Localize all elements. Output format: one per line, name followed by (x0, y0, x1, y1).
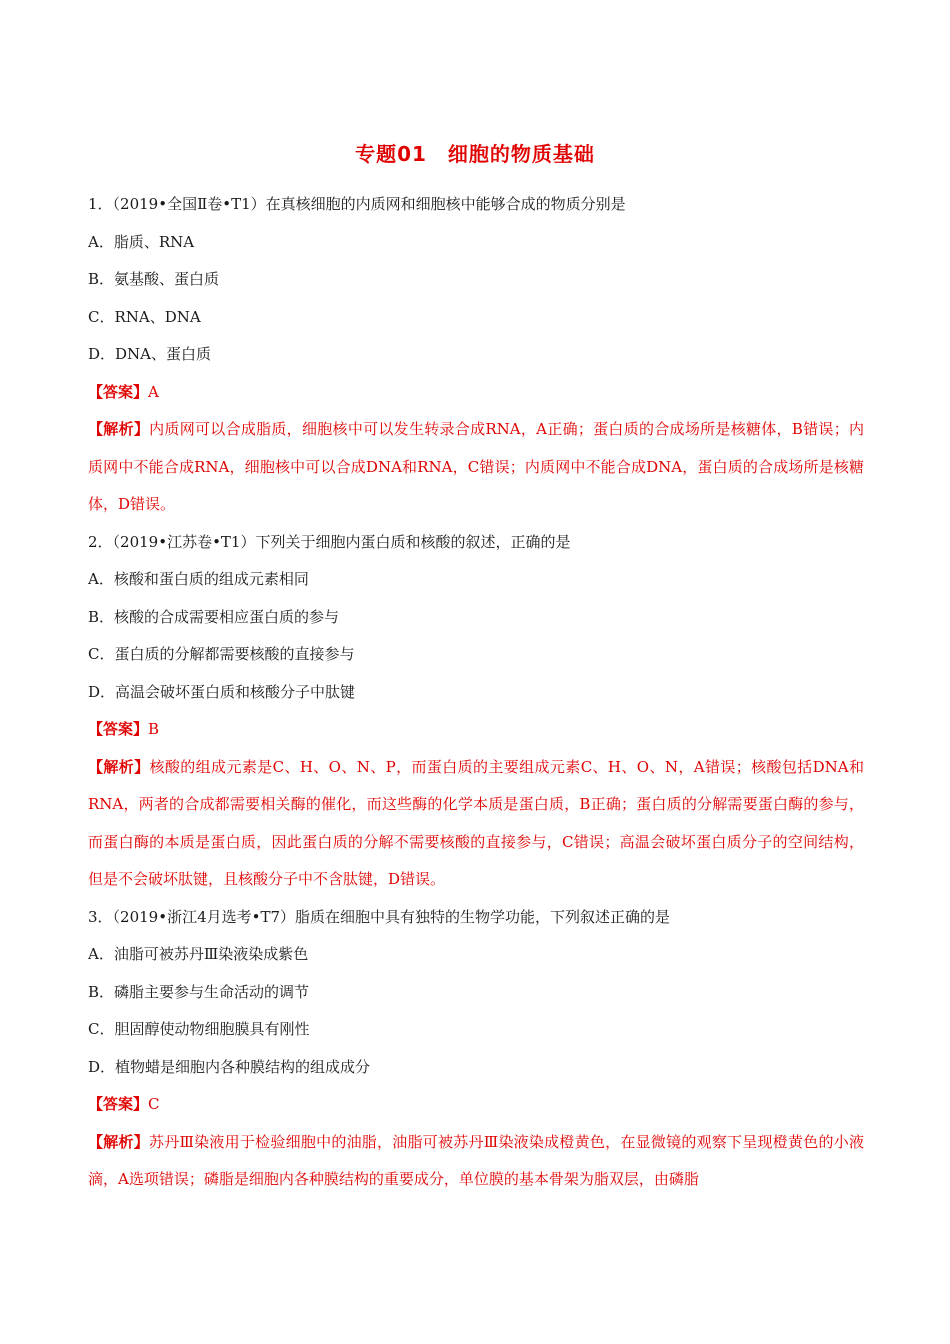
option-a: A．脂质、RNA (88, 232, 195, 251)
question-1 (88, 186, 864, 524)
analysis-block (88, 749, 864, 899)
answer-value: C (148, 1095, 160, 1113)
analysis-text: 苏丹Ⅲ染液用于检验细胞中的油脂，油脂可被苏丹Ⅲ染液染成橙黄色，在显微镜的观察下呈现橙黄色的小液滴，A选项错误；磷脂是细胞内各种膜结构的重要成分，单位膜的基本骨架为脂双层，由磷脂 (88, 1132, 864, 1188)
answer-tag: 【答案】 (88, 1095, 149, 1113)
answer-line (88, 1086, 864, 1124)
question-2 (88, 524, 864, 899)
analysis-tag: 【解析】 (88, 420, 150, 438)
option-d: D．DNA、蛋白质 (88, 345, 212, 363)
analysis-text: 核酸的组成元素是C、H、O、N、P，而蛋白质的主要组成元素C、H、O、N，A错误；核酸包括DNA和RNA，两者的合成都需要相关酶的催化，而这些酶的化学本质是蛋白质，B正确；蛋白质的分解需要蛋白酶的参与，而蛋白酶的本质是蛋白质，因此蛋白质的分解不需要核酸的直接参与，C错误；高温会破坏蛋白质分子的空间结构，但是不会破坏肽键，且核酸分子中不含肽键，D错误。 (88, 757, 864, 888)
option-a: A．油脂可被苏丹Ⅲ染液染成紫色 (88, 945, 309, 963)
answer-value: A (148, 382, 159, 401)
option-c: C．蛋白质的分解都需要核酸的直接参与 (88, 645, 355, 663)
analysis-tag: 【解析】 (88, 1132, 149, 1151)
option-a: A．核酸和蛋白质的组成元素相同 (88, 570, 309, 588)
option-c: C．RNA、DNA (88, 307, 201, 326)
page-title: 专题01 细胞的物质基础 (355, 142, 595, 166)
option-c: C．胆固醇使动物细胞膜具有刚性 (88, 1020, 310, 1038)
analysis-tag: 【解析】 (88, 757, 150, 776)
question-list (88, 186, 864, 1199)
option-b: B．磷脂主要参与生命活动的调节 (88, 982, 310, 1001)
answer-line (88, 374, 864, 412)
answer-value: B (148, 720, 160, 738)
analysis-block (88, 411, 864, 524)
option-b: B．核酸的合成需要相应蛋白质的参与 (88, 607, 340, 626)
option-d: D．高温会破坏蛋白质和核酸分子中肽键 (88, 682, 356, 701)
question-stem: 2．（2019•江苏卷•T1）下列关于细胞内蛋白质和核酸的叙述，正确的是 (88, 532, 571, 551)
analysis-block (88, 1124, 864, 1199)
option-d: D．植物蜡是细胞内各种膜结构的组成成分 (88, 1057, 371, 1076)
answer-tag: 【答案】 (88, 382, 149, 401)
question-stem: 3．（2019•浙江4月选考•T7）脂质在细胞中具有独特的生物学功能，下列叙述正确的是 (88, 907, 671, 926)
answer-tag: 【答案】 (88, 720, 149, 738)
analysis-text: 内质网可以合成脂质，细胞核中可以发生转录合成RNA，A正确；蛋白质的合成场所是核糖体，B错误；内质网中不能合成RNA，细胞核中可以合成DNA和RNA，C错误；内质网中不能合成DNA，蛋白质的合成场所是核糖体，D错误。 (88, 420, 864, 513)
question-stem: 1．（2019•全国Ⅱ卷•T1）在真核细胞的内质网和细胞核中能够合成的物质分别是 (88, 195, 626, 213)
question-3 (88, 899, 864, 1199)
answer-line (88, 711, 864, 749)
option-b: B．氨基酸、蛋白质 (88, 270, 220, 288)
